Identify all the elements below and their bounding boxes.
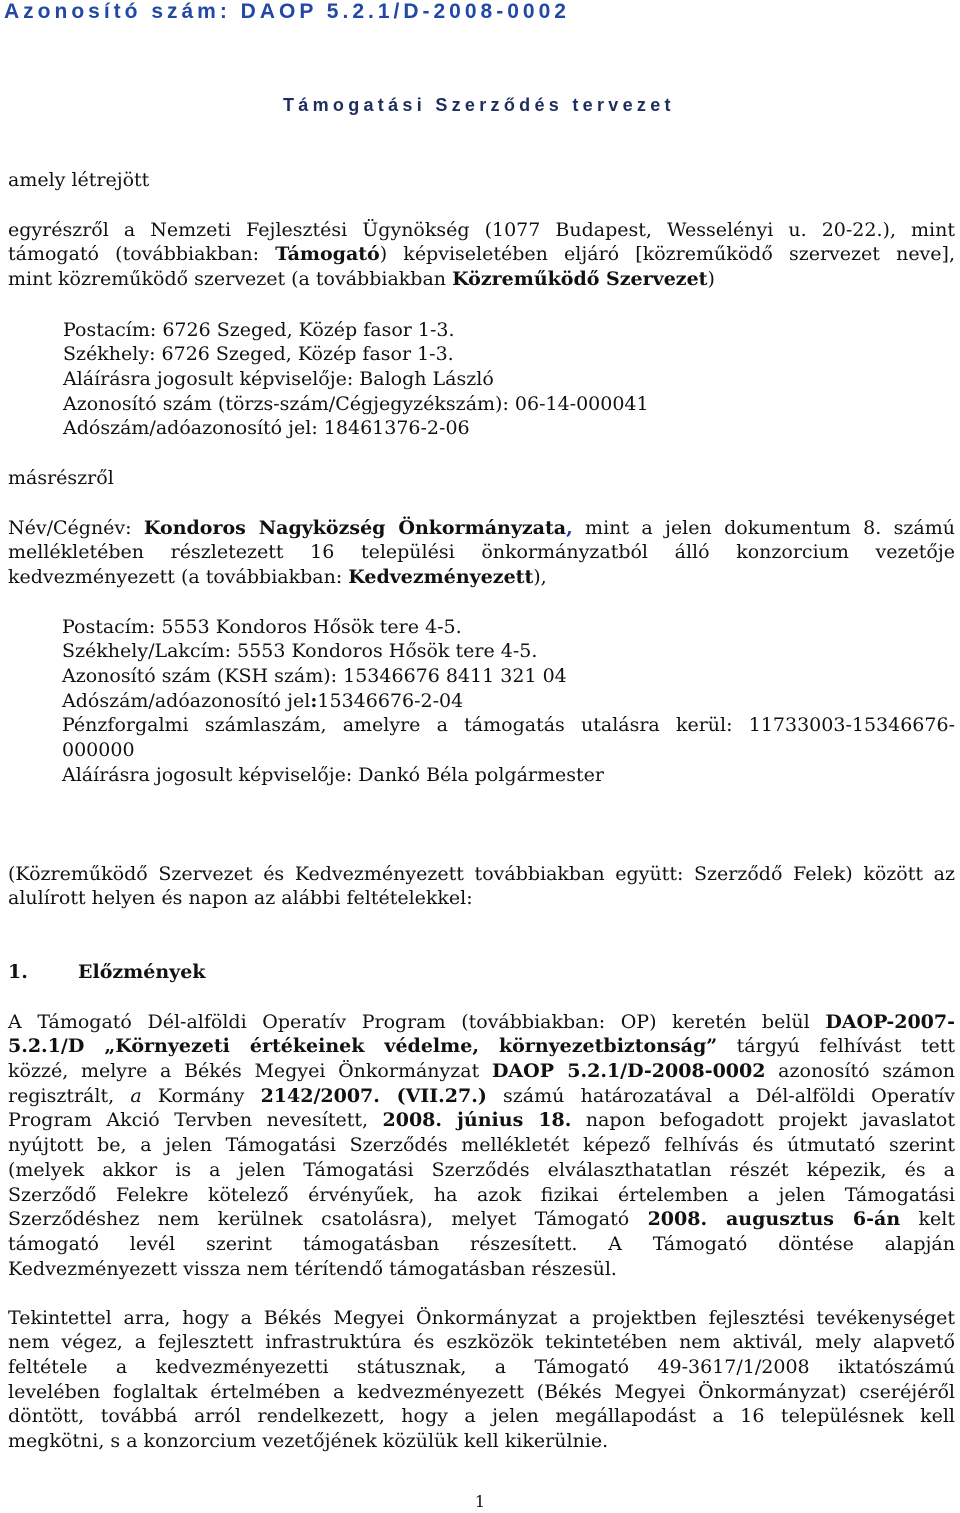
text-line: [8, 1084, 955, 1109]
text-line: [8, 1207, 955, 1232]
section-paragraph: [8, 1010, 955, 1282]
text-line: döntött, továbbá arról rendelkezett, hogy a jelen megállapodást a 16 településnek kell: [8, 1405, 955, 1428]
headquarters: Székhely: 6726 Szeged, Közép fasor 1-3.: [63, 343, 454, 366]
registration-number: Azonosító szám (KSH szám): 15346676 8411 321 04: [62, 665, 567, 688]
text-run: regisztrált,: [8, 1084, 131, 1107]
postal-address: Postacím: 6726 Szeged, Közép fasor 1-3.: [63, 318, 455, 341]
text-run: :: [310, 689, 318, 712]
text-line: [8, 516, 955, 541]
tax-number: Adószám/adóazonosító jel: 18461376-2-06: [63, 417, 470, 440]
postal-address: Postacím: 5553 Kondoros Hősök tere 4-5.: [62, 615, 462, 638]
intro-text: amely létrejött: [8, 168, 150, 191]
bold-text-run: DAOP-2007-: [825, 1010, 955, 1033]
text-line: mellékletében részletezett 16 települési önkormányzatból álló konzorcium vezetője: [8, 541, 955, 564]
authorized-signatory: Aláírásra jogosult képviselője: Dankó Béla polgármester: [62, 763, 604, 786]
second-party-paragraph: [8, 516, 955, 590]
text-run: kedvezményezett (a továbbiakban:: [8, 566, 349, 589]
bold-text-run: 5.2.1/D „Környezeti értékeinek védelme, környezetbiztonság”: [8, 1035, 718, 1058]
bank-account-continued: 000000: [62, 739, 135, 762]
headquarters: Székhely/Lakcím: 5553 Kondoros Hősök tere 4-5.: [62, 640, 538, 663]
defined-term-intermediary: Közreműködő Szervezet: [452, 268, 708, 290]
first-party-paragraph: [8, 218, 955, 292]
text-line: [8, 1010, 955, 1035]
text-run: Kormány: [141, 1084, 261, 1107]
text-line: alulírott helyen és napon az alábbi feltételekkel:: [8, 887, 473, 910]
beneficiary-name: Kondoros Nagyközség Önkormányzata: [143, 516, 567, 539]
text-run: A Támogató Dél-alföldi Operatív Program (továbbiakban: OP) keretén belül: [8, 1010, 826, 1033]
text-line: (Közreműködő Szervezet és Kedvezményezett továbbiakban együtt: Szerződő Felek) között az: [8, 862, 955, 885]
text-line: Kedvezményezett vissza nem térítendő támogatásban részesül.: [8, 1257, 617, 1280]
text-line: megkötni, s a konzorcium vezetőjének közülük kell kikerülnie.: [8, 1430, 609, 1453]
text-line: (melyek akkor is a jelen Támogatási Szerződés elválaszthatatlan részét képezik, és a: [8, 1158, 955, 1181]
text-run: Név/Cégnév:: [8, 516, 144, 539]
text-run: Adószám/adóazonosító jel: [62, 689, 311, 712]
text-run: ,: [566, 516, 573, 539]
text-line: egyrészről a Nemzeti Fejlesztési Ügynökség (1077 Budapest, Wesselényi u. 20-22.), mint: [8, 218, 955, 241]
bold-text-run: DAOP 5.2.1/D-2008-0002: [491, 1060, 766, 1083]
text-line: [8, 242, 955, 267]
text-line: nem végez, a fejlesztett infrastruktúra és eszközök tekintetében nem aktivál, mely alapvető: [8, 1331, 955, 1354]
document-title: Támogatási Szerződés tervezet: [283, 94, 675, 115]
italic-text-run: a: [130, 1084, 142, 1107]
defined-term-supporter: Támogató: [275, 243, 380, 266]
text-line: támogató levél szerint támogatásban részesített. A Támogató döntése alapján: [8, 1232, 955, 1255]
parties-clause: [8, 862, 955, 911]
text-line: [8, 565, 955, 590]
text-run: mint közreműködő szervezet (a továbbiakban: [8, 268, 453, 290]
bold-text-run: 2008. június 18.: [382, 1109, 572, 1132]
first-party-details: [8, 318, 955, 442]
text-run: támogató (továbbiakban:: [8, 243, 276, 266]
page-number: 1: [474, 1492, 486, 1511]
text-line: nyújtott be, a jelen Támogatási Szerződés mellékletét képező felhívás és útmutató szerint: [8, 1134, 955, 1157]
text-run: 15346676-2-04: [317, 689, 464, 712]
text-run: napon befogadott projekt javaslatot: [571, 1109, 955, 1132]
authorized-signatory: Aláírásra jogosult képviselője: Balogh László: [63, 368, 494, 390]
tax-number: [62, 689, 955, 714]
bold-text-run: 2142/2007. (VII.27.): [260, 1084, 487, 1107]
section-title: Előzmények: [78, 960, 206, 983]
text-run: ) képviseletében eljáró [közreműködő szervezet neve],: [379, 243, 955, 266]
text-run: mint a jelen dokumentum 8. számú: [572, 516, 955, 539]
text-line: levelében foglaltak értelmében a kedvezményezett (Békés Megyei Önkormányzat) cseréjéről: [8, 1380, 955, 1403]
separator-text: másrészről: [8, 466, 114, 489]
text-run: tárgyú felhívást tett: [717, 1035, 956, 1058]
document-id-number: Azonosító szám: DAOP 5.2.1/D-2008-0002: [4, 0, 570, 23]
text-run: ),: [533, 566, 547, 589]
bold-text-run: 2008. augusztus 6-án: [647, 1208, 901, 1231]
text-run: kelt: [900, 1208, 955, 1231]
text-run: azonosító számon: [765, 1060, 955, 1083]
text-line: Tekintettel arra, hogy a Békés Megyei Önkormányzat a projektben fejlesztési tevékenységet: [8, 1306, 955, 1329]
text-run: Szerződéshez nem kerülnek csatolásra), melyet Támogató: [8, 1208, 648, 1231]
section-number: 1.: [8, 960, 28, 983]
text-line: [8, 1108, 955, 1133]
defined-term-beneficiary: Kedvezményezett: [348, 566, 534, 589]
text-line: feltétele a kedvezményezetti státusznak, a Támogató 49-3617/1/2008 iktatószámú: [8, 1356, 955, 1379]
second-party-details: [8, 615, 955, 788]
text-run: Program Akció Tervben nevesített,: [8, 1109, 383, 1132]
text-run: ): [707, 268, 715, 290]
text-line: [8, 267, 955, 292]
section-paragraph: [8, 1306, 955, 1454]
text-run: közzé, melyre a Békés Megyei Önkormányzat: [8, 1060, 492, 1083]
section-heading: [8, 960, 955, 985]
text-line: [8, 1059, 955, 1084]
registration-number: Azonosító szám (törzs-szám/Cégjegyzékszám): 06-14-000041: [63, 392, 649, 415]
text-line: [8, 1034, 955, 1059]
text-line: Szerződő Felekre kötelező érvényűek, ha azok fizikai értelemben a jelen Támogatási: [8, 1183, 955, 1206]
bank-account: Pénzforgalmi számlaszám, amelyre a támogatás utalásra kerül: 11733003-15346676-: [62, 714, 955, 737]
text-run: számú határozatával a Dél-alföldi Operatív: [486, 1084, 955, 1107]
